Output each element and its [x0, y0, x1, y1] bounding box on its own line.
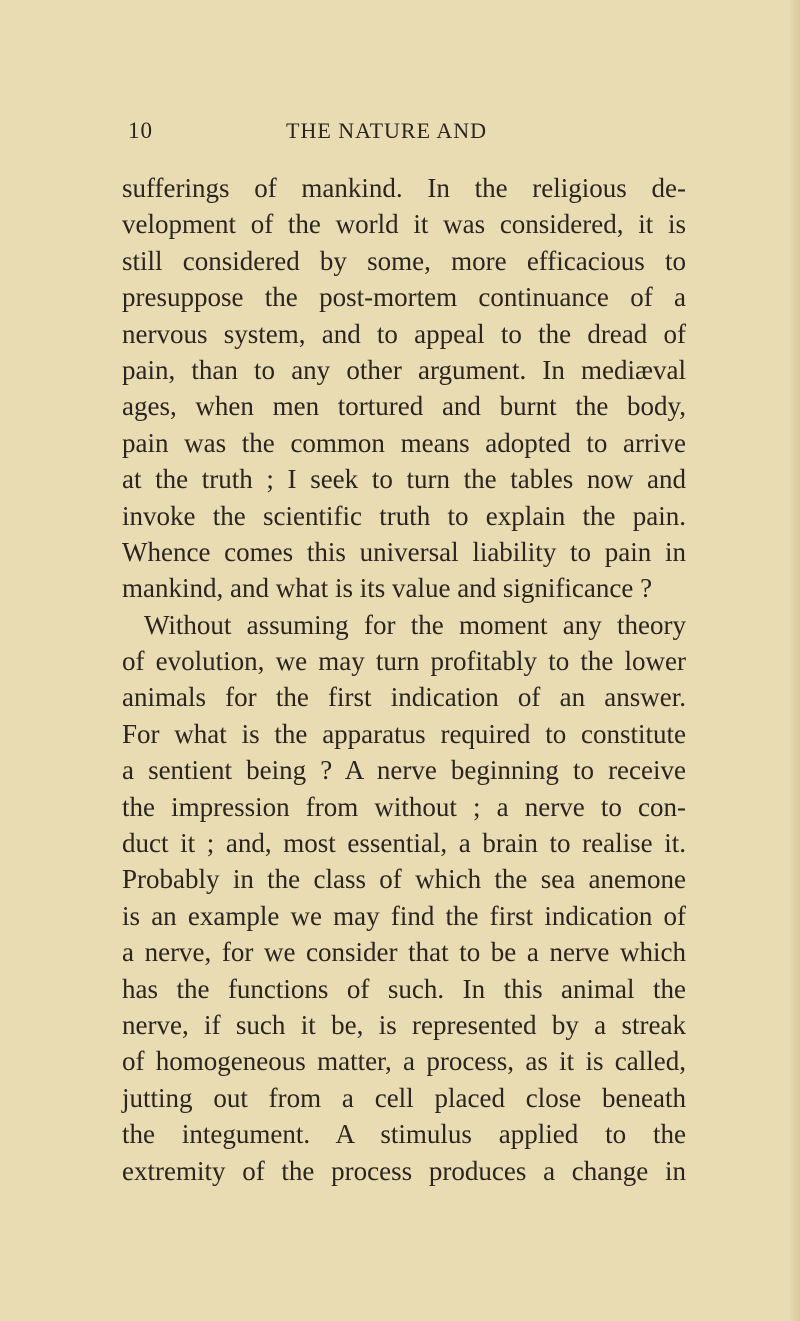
text-line: Whence comes this universal liability to pain in	[122, 536, 686, 567]
body-text	[122, 170, 686, 1189]
text-line: Probably in the class of which the sea anemone	[122, 864, 686, 895]
running-head	[120, 118, 680, 148]
text-line: at the truth ; I seek to turn the tables now and	[122, 464, 686, 495]
text-line: invoke the scientific truth to explain the pain.	[122, 500, 686, 531]
text-line: of homogeneous matter, a process, as it is called,	[122, 1046, 686, 1077]
text-line: is an example we may find the first indication of	[122, 900, 686, 931]
text-line: pain was the common means adopted to arrive	[122, 427, 686, 458]
text-line: duct it ; and, most essential, a brain to realise it.	[122, 828, 686, 859]
text-line: animals for the first indication of an answer.	[122, 682, 686, 713]
paragraph-start-line: Without assuming for the moment any theory	[144, 609, 686, 640]
text-line: nervous system, and to appeal to the dread of	[122, 318, 686, 349]
text-line: a sentient being ? A nerve beginning to receive	[122, 755, 686, 786]
text-line: mankind, and what is its value and significance ?	[122, 573, 653, 604]
text-line: pain, than to any other argument. In mediæval	[122, 354, 686, 385]
text-line: the impression from without ; a nerve to con-	[122, 791, 686, 822]
text-line: of evolution, we may turn profitably to the lower	[122, 646, 686, 677]
page-edge	[790, 0, 800, 1321]
text-line: has the functions of such. In this animal the	[122, 973, 686, 1004]
text-line: a nerve, for we consider that to be a nerve which	[122, 937, 686, 968]
text-line: jutting out from a cell placed close beneath	[122, 1082, 686, 1113]
running-title: THE NATURE AND	[286, 118, 487, 143]
text-line: extremity of the process produces a change in	[122, 1155, 686, 1186]
text-line: velopment of the world it was considered, it is	[122, 209, 686, 240]
text-line: sufferings of mankind. In the religious de-	[122, 173, 686, 203]
text-line: the integument. A stimulus applied to the	[122, 1119, 686, 1150]
text-line: presuppose the post-mortem continuance of a	[122, 282, 686, 313]
text-line: still considered by some, more efficacious to	[122, 245, 686, 276]
text-line: nerve, if such it be, is represented by a streak	[122, 1009, 686, 1040]
page-number: 10	[128, 118, 153, 143]
text-line: ages, when men tortured and burnt the body,	[122, 391, 686, 422]
text-line: For what is the apparatus required to constitute	[122, 718, 686, 749]
